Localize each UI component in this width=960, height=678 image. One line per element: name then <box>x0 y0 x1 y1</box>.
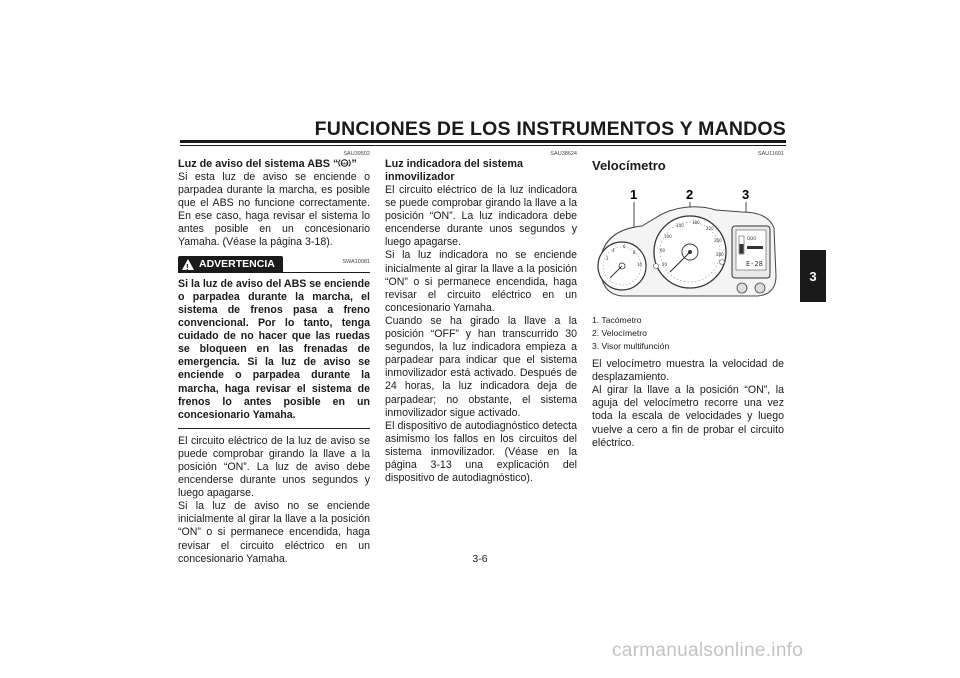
warning-text: Si la luz de aviso del ABS se enciende o parpadea durante la marcha, el sistema de frenos pasa a freno convencional. Por lo tanto, tenga cuidado de no hacer que las ruedas se bloqueen en las frenadas de emergencia. Si la luz de aviso se enciende o parpadea durante la marcha, haga revisar el sistema de frenos lo antes posible en un concesionario Yamaha. <box>178 278 370 429</box>
warning-rule <box>283 272 370 273</box>
lcd-readout: E-28 <box>746 260 763 268</box>
callout-1: 1 <box>630 187 638 202</box>
abs-paragraph-3: Si la luz de aviso no se enciende inicialmente al girar la llave a la posición “ON” o si permanece encendida, haga revisar el circuito eléctrico en un concesionario Yamaha. <box>178 500 370 565</box>
tachometer-gauge <box>598 242 646 290</box>
svg-text:280: 280 <box>716 252 724 257</box>
section-title-abs <box>178 158 370 171</box>
caption-1: 1. Tacómetro <box>592 315 642 326</box>
section-title-immobilizer: Luz indicadora del sistema inmovilizador <box>385 158 523 183</box>
immobilizer-paragraph-2: Si la luz indicadora no se enciende inicialmente al girar la llave a la posición “ON” o si permanece encendida, haga revisar el circuito eléctrico en un concesionario Yamaha. <box>385 249 577 314</box>
chapter-tab: 3 <box>800 250 826 302</box>
svg-text:ABS: ABS <box>341 161 349 166</box>
header-rule-thick <box>180 140 786 143</box>
speedometer-gauge <box>654 216 726 288</box>
section-code: SAU11601 <box>757 151 784 157</box>
svg-text:260: 260 <box>714 238 722 243</box>
column-immobilizer <box>385 150 577 485</box>
reset-knob <box>755 283 765 293</box>
svg-text:20: 20 <box>662 262 668 267</box>
multifunction-display <box>732 226 770 278</box>
svg-text:60: 60 <box>660 248 666 253</box>
title-text: Luz de aviso del sistema ABS “ <box>178 158 339 170</box>
immobilizer-paragraph-4: El dispositivo de autodiagnóstico detecta asimismo los fallos en los circuitos del sistema inmovilizador. (Véase en la página 3-13 una explicación del dispositivo de autodiagnóstico). <box>385 419 577 485</box>
title-text-end: ” <box>351 158 357 170</box>
figure-captions <box>592 314 784 353</box>
svg-text:8: 8 <box>633 250 636 255</box>
svg-text:6: 6 <box>623 244 626 249</box>
watermark: carmanualsonline.info <box>612 640 804 661</box>
speedometer-paragraph-2: Al girar la llave a la posición “ON”, la aguja del velocímetro recorre una vez toda la escala de velocidades y luego vuelve a cero a fin de probar el circuito eléctrico. <box>592 384 784 449</box>
lcd-odo-label: ODO <box>747 236 757 241</box>
caption-2: 2. Velocímetro <box>592 328 647 339</box>
section-title-speedometer: Velocímetro <box>592 158 666 173</box>
svg-text:220: 220 <box>706 226 714 231</box>
select-knob <box>737 283 747 293</box>
svg-text:10: 10 <box>637 262 643 267</box>
svg-text:180: 180 <box>692 220 700 225</box>
abs-paragraph-1: Si esta luz de aviso se enciende o parpadea durante la marcha, es posible que el ABS no funcione correctamente. En ese caso, haga revisar el sistema lo antes posible en un concesionario Yamaha. (Véase la página 3-18). <box>178 171 370 249</box>
header-rule-thin <box>180 145 786 146</box>
immobilizer-paragraph-1: El circuito eléctrico de la luz indicadora se puede comprobar girando la llave a la posición “ON”. La luz indicadora debe encenderse durante unos segundos y luego apagarse. <box>385 184 577 249</box>
abs-paragraph-2: El circuito eléctrico de la luz de aviso se puede comprobar girando la llave a la posición “ON”. La luz de aviso debe encenderse durante unos segundos y luego apagarse. <box>178 434 370 500</box>
section-code: SAU39502 <box>343 151 370 157</box>
warning-badge <box>178 256 283 273</box>
svg-text:100: 100 <box>664 234 672 239</box>
speedometer-paragraph-1: El velocímetro muestra la velocidad de desplazamiento. <box>592 358 784 384</box>
svg-text:2: 2 <box>606 256 609 261</box>
svg-text:4: 4 <box>612 248 615 253</box>
caption-3: 3. Visor multifunción <box>592 341 670 352</box>
immobilizer-paragraph-3: Cuando se ha girado la llave a la posición “OFF” y han transcurrido 30 segundos, la luz indicadora empieza a parpadear para indicar que el sistema inmovilizador está activado. Después de 24 horas, la luz indicadora deja de parpadear; no obstante, el sistema inmovilizador sigue activado. <box>385 314 577 419</box>
svg-text:140: 140 <box>676 223 684 228</box>
callout-2: 2 <box>686 187 694 202</box>
abs-icon <box>338 158 351 168</box>
warning-triangle-icon: ! <box>182 259 194 270</box>
column-speedometer <box>592 150 784 450</box>
section-code: SAU38624 <box>550 151 577 157</box>
callout-3: 3 <box>742 187 750 202</box>
column-abs-warning <box>178 150 370 566</box>
warning-code: SWA10081 <box>342 258 370 265</box>
instrument-cluster-figure <box>592 180 784 304</box>
page-title: FUNCIONES DE LOS INSTRUMENTOS Y MANDOS <box>314 118 786 140</box>
page-number: 3-6 <box>472 553 488 565</box>
warning-label: ADVERTENCIA <box>199 257 275 270</box>
